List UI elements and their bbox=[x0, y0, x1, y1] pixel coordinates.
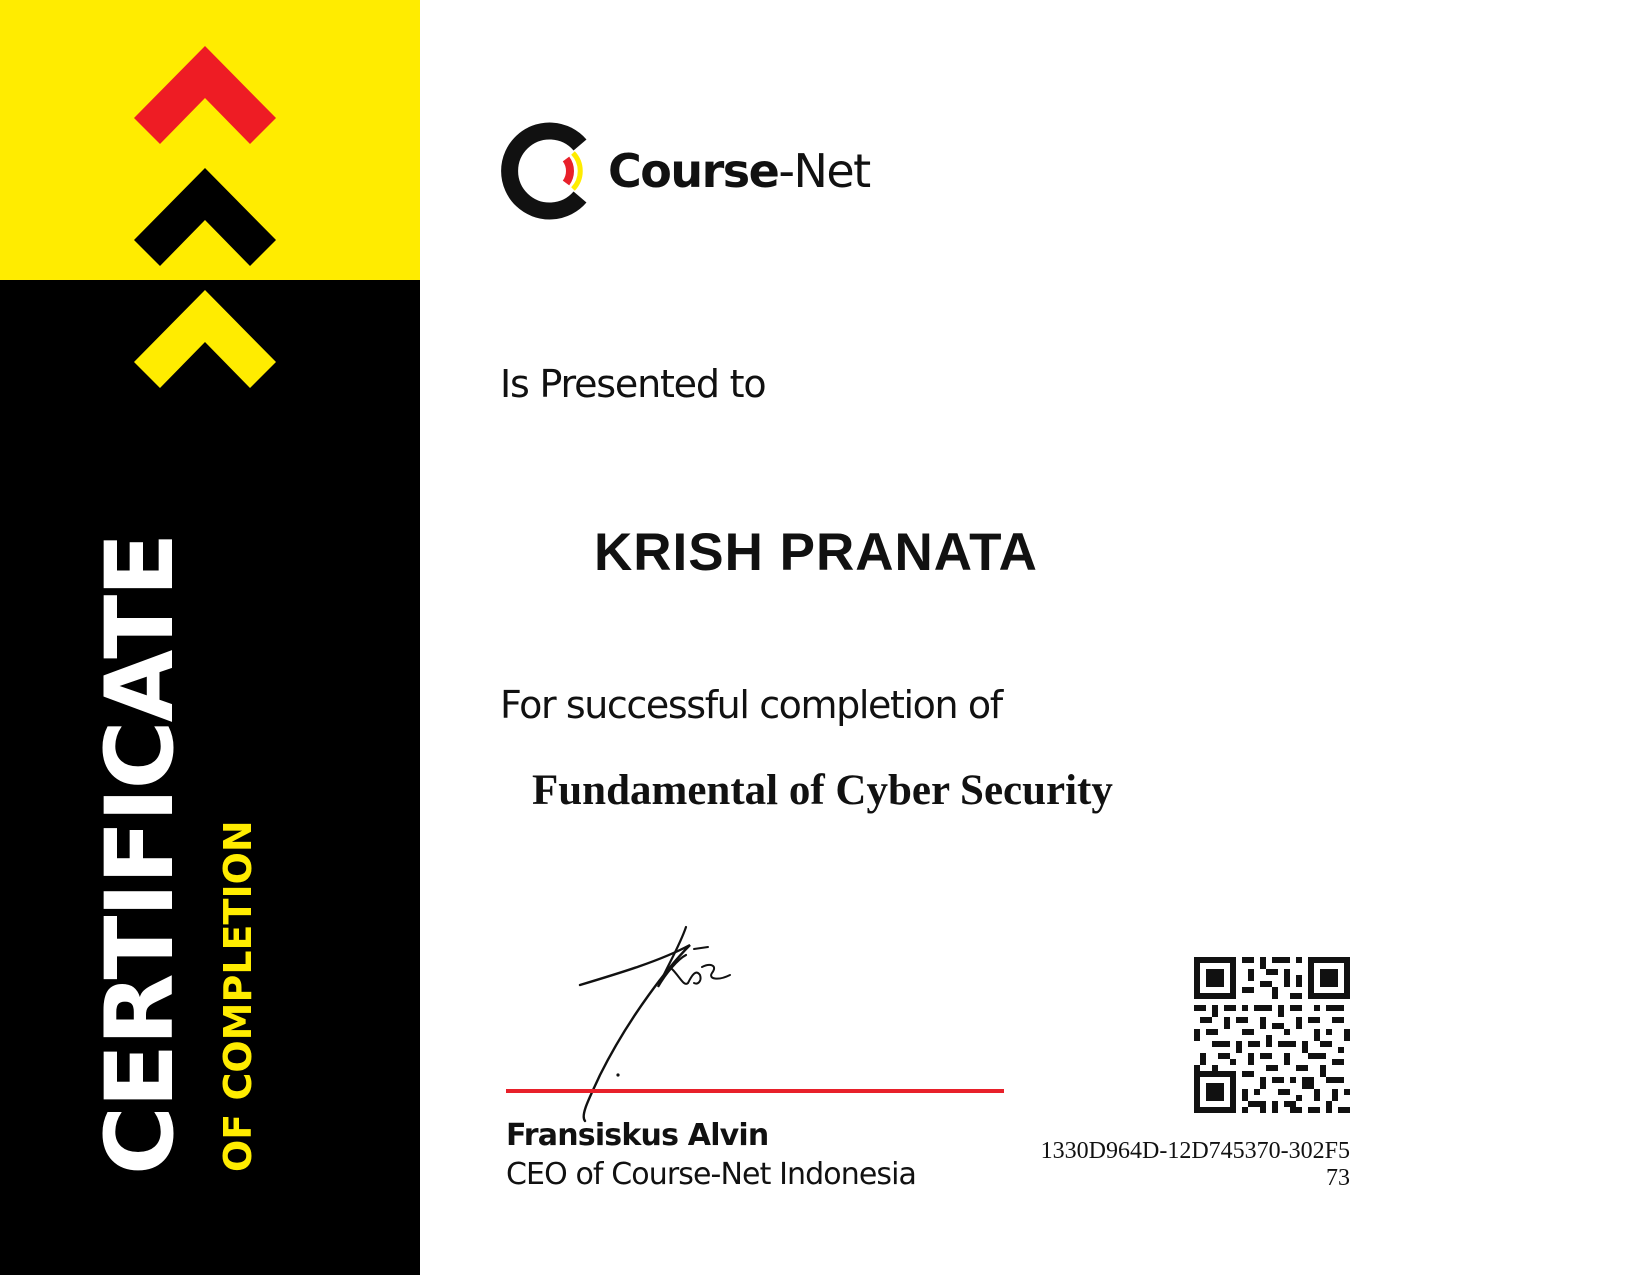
certificate-id-line2: 73 bbox=[1326, 1165, 1350, 1191]
chevron-up-black-icon bbox=[134, 168, 276, 268]
certificate-heading bbox=[86, 475, 195, 1175]
signature-line bbox=[506, 1089, 1004, 1093]
certificate-heading-text: CERTIFICATE bbox=[86, 534, 195, 1175]
brand-name-bold: Course bbox=[608, 144, 779, 198]
course-net-logo-icon bbox=[500, 119, 600, 223]
certificate-id-line1: 1330D964D-12D745370-302F5 bbox=[1040, 1138, 1350, 1164]
presented-label: Is Presented to bbox=[500, 362, 766, 406]
certificate-subheading-text: OF COMPLETION bbox=[216, 820, 260, 1172]
certificate-subheading bbox=[216, 728, 260, 1172]
completion-label: For successful completion of bbox=[500, 683, 1002, 727]
chevron-up-red-icon bbox=[134, 46, 276, 146]
brand-logo bbox=[500, 116, 870, 226]
signer-title: CEO of Course-Net Indonesia bbox=[506, 1157, 917, 1192]
brand-name-rest: -Net bbox=[778, 144, 870, 198]
side-band bbox=[0, 0, 420, 1275]
certificate-id bbox=[1041, 1138, 1350, 1192]
chevron-up-yellow-icon bbox=[134, 290, 276, 390]
qr-code-icon bbox=[1194, 957, 1350, 1113]
recipient-name: KRISH PRANATA bbox=[594, 523, 1038, 582]
brand-name bbox=[608, 144, 870, 198]
course-title: Fundamental of Cyber Security bbox=[532, 767, 1113, 814]
handwritten-signature bbox=[560, 925, 780, 1125]
signer-name: Fransiskus Alvin bbox=[506, 1118, 769, 1153]
